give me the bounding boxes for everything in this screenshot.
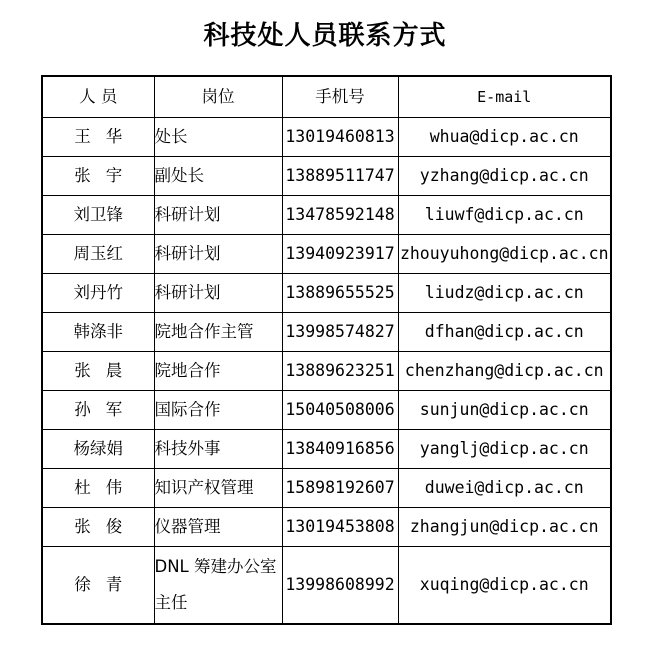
contact-table [41,75,612,625]
cell-position: 处长 [154,118,282,157]
cell-phone: 15898192607 [282,469,398,508]
cell-phone: 13019460813 [282,118,398,157]
table-row [42,469,611,508]
cell-position: 科研计划 [154,196,282,235]
table-row [42,508,611,547]
table-row [42,547,611,625]
cell-position: 科研计划 [154,235,282,274]
cell-email: sunjun@dicp.ac.cn [398,391,611,430]
cell-position: 科研计划 [154,274,282,313]
cell-email: chenzhang@dicp.ac.cn [398,352,611,391]
cell-name: 刘丹竹 [42,274,154,313]
cell-phone: 13998608992 [282,547,398,625]
cell-name: 周玉红 [42,235,154,274]
cell-position: 仪器管理 [154,508,282,547]
cell-name: 杜伟 [42,469,154,508]
cell-position: 院地合作 [154,352,282,391]
table-row [42,274,611,313]
cell-position: 科技外事 [154,430,282,469]
table-row [42,118,611,157]
column-header-email: E-mail [398,76,611,118]
cell-name: 刘卫锋 [42,196,154,235]
cell-name: 韩涤非 [42,313,154,352]
table-row [42,235,611,274]
cell-position: 院地合作主管 [154,313,282,352]
cell-email: zhangjun@dicp.ac.cn [398,508,611,547]
cell-name: 张俊 [42,508,154,547]
cell-email: duwei@dicp.ac.cn [398,469,611,508]
cell-email: zhouyuhong@dicp.ac.cn [398,235,611,274]
cell-email: whua@dicp.ac.cn [398,118,611,157]
cell-name: 张晨 [42,352,154,391]
cell-phone: 13889655525 [282,274,398,313]
cell-phone: 13840916856 [282,430,398,469]
column-header-name: 人 员 [42,76,154,118]
cell-email: liudz@dicp.ac.cn [398,274,611,313]
cell-email: dfhan@dicp.ac.cn [398,313,611,352]
column-header-phone: 手机号 [282,76,398,118]
cell-email: yanglj@dicp.ac.cn [398,430,611,469]
cell-name: 杨绿娟 [42,430,154,469]
table-row [42,391,611,430]
table-row [42,157,611,196]
cell-position: 知识产权管理 [154,469,282,508]
cell-position: 副处长 [154,157,282,196]
cell-position: 国际合作 [154,391,282,430]
cell-phone: 15040508006 [282,391,398,430]
cell-name: 孙军 [42,391,154,430]
table-row [42,313,611,352]
cell-phone: 13889623251 [282,352,398,391]
page-title: 科技处人员联系方式 [203,21,447,51]
cell-phone: 13478592148 [282,196,398,235]
cell-phone: 13889511747 [282,157,398,196]
header-row [42,76,611,118]
table-row [42,196,611,235]
cell-phone: 13940923917 [282,235,398,274]
cell-name: 徐青 [42,547,154,625]
cell-name: 王华 [42,118,154,157]
table-row [42,352,611,391]
cell-email: xuqing@dicp.ac.cn [398,547,611,625]
table-body [42,118,611,625]
column-header-position: 岗位 [154,76,282,118]
table-row [42,430,611,469]
table-header [42,76,611,118]
cell-position: DNL 筹建办公室主任 [154,547,282,625]
cell-name: 张宇 [42,157,154,196]
cell-phone: 13998574827 [282,313,398,352]
cell-email: yzhang@dicp.ac.cn [398,157,611,196]
cell-phone: 13019453808 [282,508,398,547]
cell-email: liuwf@dicp.ac.cn [398,196,611,235]
